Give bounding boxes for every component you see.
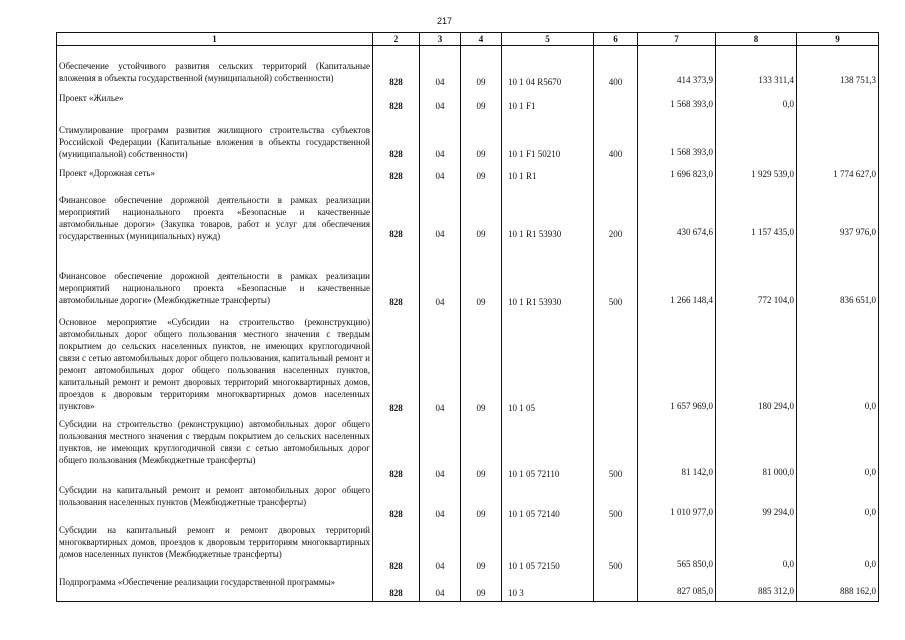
cell-rz: 04 — [420, 46, 461, 90]
table-row — [57, 416, 879, 482]
cell-value-8: 81 000,0 — [716, 416, 797, 482]
cell-vr — [594, 310, 638, 416]
cell-pr: 09 — [461, 90, 502, 114]
cell-rz: 04 — [420, 482, 461, 522]
cell-grbs: 828 — [373, 90, 420, 114]
cell-value-9: 0,0 — [797, 416, 879, 482]
cell-vr — [594, 574, 638, 602]
cell-rz: 04 — [420, 184, 461, 242]
cell-csr: 10 3 — [502, 574, 594, 602]
cell-value-9: 0,0 — [797, 482, 879, 522]
cell-vr: 500 — [594, 482, 638, 522]
cell-grbs: 828 — [373, 114, 420, 162]
cell-csr: 10 1 05 — [502, 310, 594, 416]
col-header-7: 7 — [638, 33, 716, 46]
col-header-8: 8 — [716, 33, 797, 46]
cell-csr: 10 1 F1 — [502, 90, 594, 114]
col-header-5: 5 — [502, 33, 594, 46]
cell-value-9: 1 774 627,0 — [797, 162, 879, 184]
cell-value-8: 1 157 435,0 — [716, 184, 797, 242]
cell-vr: 200 — [594, 184, 638, 242]
cell-vr: 500 — [594, 416, 638, 482]
cell-pr: 09 — [461, 574, 502, 602]
cell-grbs: 828 — [373, 310, 420, 416]
cell-value-7: 1 568 393,0 — [638, 90, 716, 114]
cell-rz: 04 — [420, 114, 461, 162]
cell-value-8 — [716, 114, 797, 162]
cell-pr: 09 — [461, 162, 502, 184]
table-row — [57, 90, 879, 114]
col-header-2: 2 — [373, 33, 420, 46]
cell-rz: 04 — [420, 574, 461, 602]
cell-pr: 09 — [461, 242, 502, 310]
row-name: Проект «Дорожная сеть» — [57, 162, 373, 184]
cell-rz: 04 — [420, 310, 461, 416]
cell-value-9 — [797, 114, 879, 162]
cell-value-7: 1 657 969,0 — [638, 310, 716, 416]
cell-csr: 10 1 F1 50210 — [502, 114, 594, 162]
row-name: Обеспечение устойчивого развития сельских территорий (Капитальные вложения в объекты государственной (муниципальной) собственности) — [57, 46, 373, 90]
cell-csr: 10 1 04 R5670 — [502, 46, 594, 90]
cell-csr: 10 1 R1 — [502, 162, 594, 184]
cell-value-7: 430 674,6 — [638, 184, 716, 242]
cell-grbs: 828 — [373, 482, 420, 522]
row-name: Проект «Жилье» — [57, 90, 373, 114]
cell-vr: 500 — [594, 522, 638, 574]
cell-pr: 09 — [461, 482, 502, 522]
cell-rz: 04 — [420, 416, 461, 482]
cell-value-8: 885 312,0 — [716, 574, 797, 602]
cell-value-9: 888 162,0 — [797, 574, 879, 602]
cell-value-8: 99 294,0 — [716, 482, 797, 522]
cell-pr: 09 — [461, 310, 502, 416]
cell-grbs: 828 — [373, 46, 420, 90]
budget-table — [56, 32, 879, 602]
table-row — [57, 310, 879, 416]
row-name: Подпрограмма «Обеспечение реализации государственной программы» — [57, 574, 373, 602]
cell-value-8: 133 311,4 — [716, 46, 797, 90]
row-name: Стимулирование программ развития жилищного строительства субъектов Российской Федерации (Капитальные вложения в объекты государственной (муниципальной) собственности) — [57, 114, 373, 162]
cell-csr: 10 1 05 72150 — [502, 522, 594, 574]
cell-value-8: 0,0 — [716, 522, 797, 574]
cell-value-7: 827 085,0 — [638, 574, 716, 602]
cell-grbs: 828 — [373, 242, 420, 310]
cell-value-7: 414 373,9 — [638, 46, 716, 90]
col-header-3: 3 — [420, 33, 461, 46]
cell-grbs: 828 — [373, 162, 420, 184]
cell-value-7: 81 142,0 — [638, 416, 716, 482]
col-header-1: 1 — [57, 33, 373, 46]
cell-value-9: 836 651,0 — [797, 242, 879, 310]
cell-value-7: 1 696 823,0 — [638, 162, 716, 184]
cell-csr: 10 1 05 72140 — [502, 482, 594, 522]
cell-pr: 09 — [461, 184, 502, 242]
cell-vr: 400 — [594, 46, 638, 90]
page-number: 217 — [437, 16, 453, 26]
cell-value-8: 772 104,0 — [716, 242, 797, 310]
cell-grbs: 828 — [373, 184, 420, 242]
cell-value-9: 138 751,3 — [797, 46, 879, 90]
cell-value-8: 180 294,0 — [716, 310, 797, 416]
col-header-9: 9 — [797, 33, 879, 46]
cell-value-9: 0,0 — [797, 310, 879, 416]
table-row — [57, 184, 879, 242]
table-row — [57, 574, 879, 602]
cell-value-7: 565 850,0 — [638, 522, 716, 574]
cell-rz: 04 — [420, 90, 461, 114]
cell-vr — [594, 162, 638, 184]
cell-value-9: 937 976,0 — [797, 184, 879, 242]
cell-value-8: 1 929 539,0 — [716, 162, 797, 184]
cell-csr: 10 1 R1 53930 — [502, 184, 594, 242]
cell-vr: 400 — [594, 114, 638, 162]
col-header-4: 4 — [461, 33, 502, 46]
cell-grbs: 828 — [373, 416, 420, 482]
cell-value-8: 0,0 — [716, 90, 797, 114]
cell-pr: 09 — [461, 522, 502, 574]
table-row — [57, 242, 879, 310]
header-row — [57, 33, 879, 46]
row-name: Финансовое обеспечение дорожной деятельности в рамках реализации мероприятий национального проекта «Безопасные и качественные автомобильные дороги» (Межбюджетные трансферты) — [57, 242, 373, 310]
row-name: Субсидии на капитальный ремонт и ремонт дворовых территорий многоквартирных домов, проездов к дворовым территориям многоквартирных домов населенных пунктов (Межбюджетные трансферты) — [57, 522, 373, 574]
table-row — [57, 46, 879, 90]
cell-value-9 — [797, 90, 879, 114]
cell-csr: 10 1 05 72110 — [502, 416, 594, 482]
cell-vr: 500 — [594, 242, 638, 310]
row-name: Основное мероприятие «Субсидии на строительство (реконструкцию) автомобильных дорог общего пользования местного значения с твердым покрытием до сельских населенных пунктов, не имеющих круглогодичной связи с сетью автомобильных дорог общего пользования, капитальный ремонт и ремонт автомобильных дорог общего пользования населенных пунктов, капитальный ремонт и ремонт дворовых территорий многоквартирных домов, проездов к дворовым территориям многоквартирных домов населенных пунктов» — [57, 310, 373, 416]
cell-rz: 04 — [420, 162, 461, 184]
cell-pr: 09 — [461, 416, 502, 482]
cell-value-7: 1 010 977,0 — [638, 482, 716, 522]
cell-value-7: 1 266 148,4 — [638, 242, 716, 310]
table-row — [57, 482, 879, 522]
table-row — [57, 162, 879, 184]
row-name: Субсидии на строительство (реконструкцию) автомобильных дорог общего пользования местного значения с твердым покрытием до сельских населенных пунктов, не имеющих круглогодичной связи с сетью автомобильных дорог общего пользования (Межбюджетные трансферты) — [57, 416, 373, 482]
cell-pr: 09 — [461, 46, 502, 90]
cell-vr — [594, 90, 638, 114]
cell-value-9: 0,0 — [797, 522, 879, 574]
row-name: Субсидии на капитальный ремонт и ремонт автомобильных дорог общего пользования населенных пунктов (Межбюджетные трансферты) — [57, 482, 373, 522]
table-row — [57, 522, 879, 574]
cell-csr: 10 1 R1 53930 — [502, 242, 594, 310]
col-header-6: 6 — [594, 33, 638, 46]
cell-rz: 04 — [420, 522, 461, 574]
cell-grbs: 828 — [373, 522, 420, 574]
row-name: Финансовое обеспечение дорожной деятельности в рамках реализации мероприятий национального проекта «Безопасные и качественные автомобильные дороги» (Закупка товаров, работ и услуг для обеспечения государственных (муниципальных) нужд) — [57, 184, 373, 242]
cell-grbs: 828 — [373, 574, 420, 602]
table-row — [57, 114, 879, 162]
cell-rz: 04 — [420, 242, 461, 310]
cell-value-7: 1 568 393,0 — [638, 114, 716, 162]
cell-pr: 09 — [461, 114, 502, 162]
